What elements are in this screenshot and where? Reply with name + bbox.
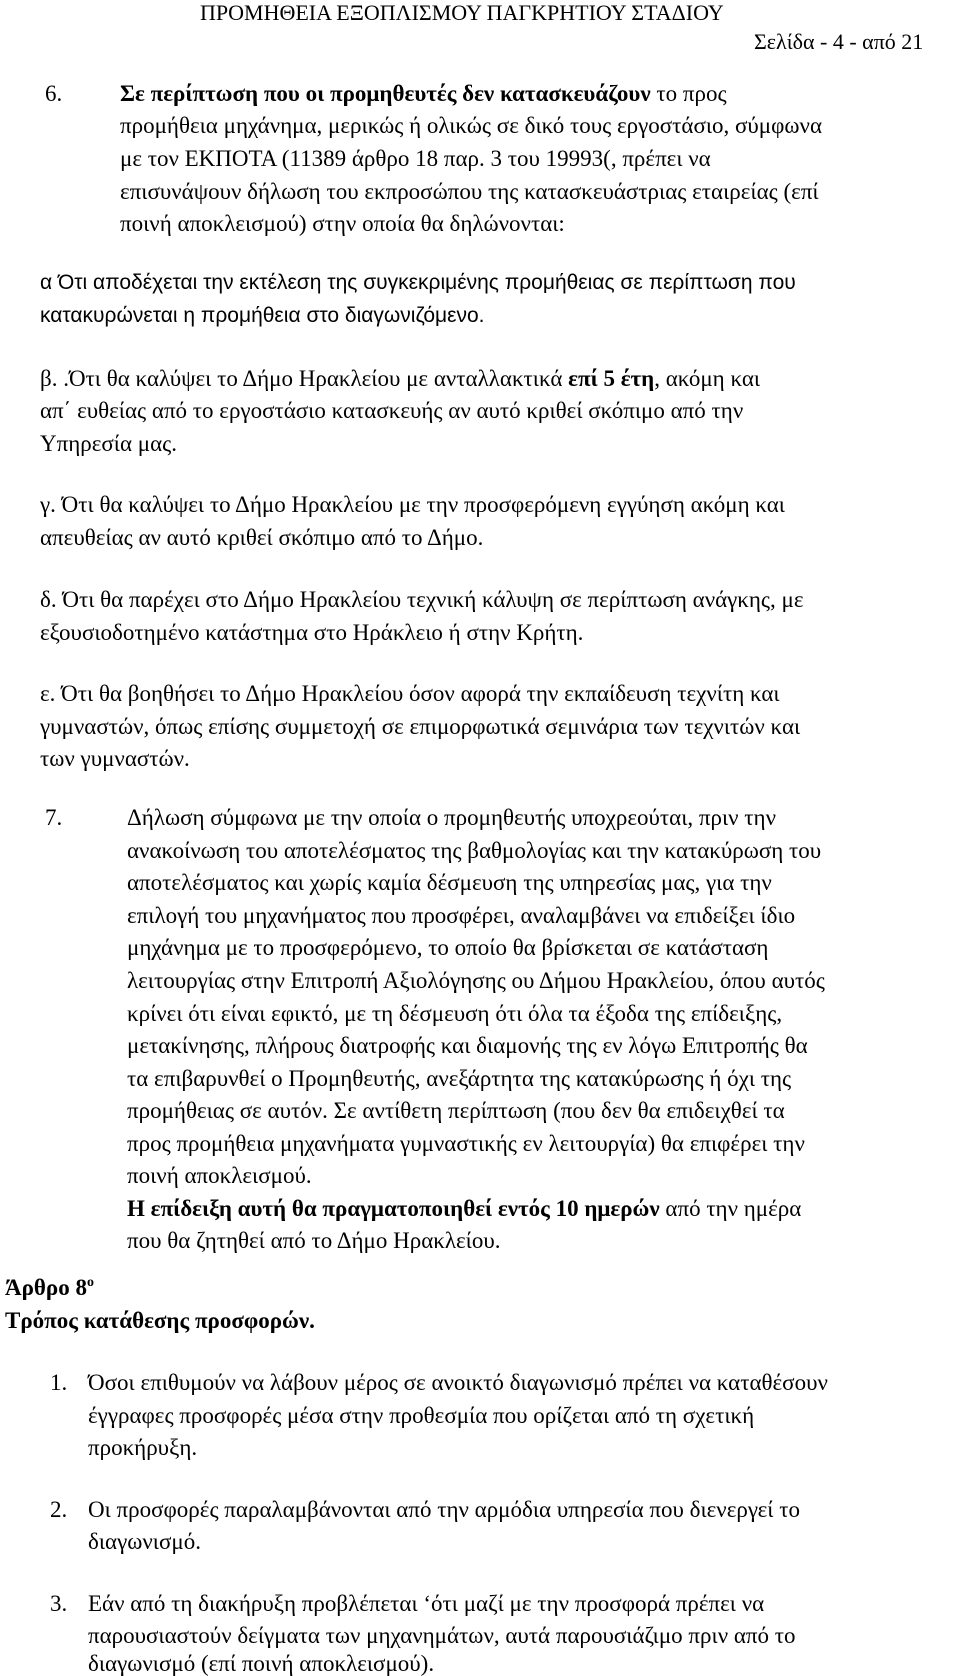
- text-line: κατακυρώνεται η προμήθεια στο διαγωνιζόμενο.: [40, 304, 485, 327]
- article-title: Άρθρο $8^o$: [5, 1275, 94, 1300]
- item-number: 3.: [50, 1591, 68, 1616]
- article-subtitle: Τρόπος κατάθεσης προσφορών.: [5, 1308, 315, 1333]
- text-line: με τον ΕΚΠΟΤΑ (11389 άρθρο 18 παρ. 3 του 19993(, πρέπει να: [120, 146, 711, 171]
- text-line: προς προμήθεια μηχανήματα γυμναστικής εν λειτουργία) θα επιφέρει την: [127, 1131, 805, 1156]
- item-number: 2.: [50, 1497, 68, 1522]
- text-line: ποινή αποκλεισμού.: [127, 1163, 312, 1188]
- text-line: αποτελέσματος και χωρίς καμία δέσμευση της υπηρεσίας μας, για την: [127, 870, 772, 895]
- text-line: επισυνάψουν δήλωση του εκπροσώπου της κατασκευάστριας εταιρείας (επί: [120, 179, 819, 204]
- text-line: έγγραφες προσφορές μέσα στην προθεσμία που ορίζεται από τη σχετική: [88, 1403, 755, 1428]
- item-number: 1.: [50, 1370, 68, 1395]
- text-line: μετακίνησης, πλήρους διατροφής και διαμονής της εν λόγω Επιτροπής θα: [127, 1033, 808, 1058]
- item-number: 7.: [45, 805, 63, 830]
- text-line: επιλογή του μηχανήματος που προσφέρει, αναλαμβάνει να επιδείξει ίδιο: [127, 903, 796, 928]
- text-line: προμήθειας σε αυτόν. Σε αντίθετη περίπτωση (που δεν θα επιδειχθεί τα: [127, 1098, 785, 1123]
- page-number: Σελίδα - 4 - από 21: [754, 29, 924, 54]
- text-line: γ. Ότι θα καλύψει το Δήμο Ηρακλείου με την προσφερόμενη εγγύηση ακόμη και: [40, 492, 785, 517]
- text-line: μηχάνημα με το προσφερόμενο, το οποίο θα βρίσκεται σε κατάσταση: [127, 935, 769, 960]
- text-line: προμήθεια μηχάνημα, μερικώς ή ολικώς σε δικό τους εργοστάσιο, σύμφωνα: [120, 113, 823, 138]
- header-title: ΠΡΟΜΗΘΕΙΑ ΕΞΟΠΛΙΣΜΟΥ ΠΑΓΚΡΗΤΙΟΥ ΣΤΑΔΙΟΥ: [200, 0, 724, 25]
- text-line: κρίνει ότι είναι εφικτό, με τη δέσμευση ότι όλα τα έξοδα της επίδειξης,: [127, 1001, 783, 1026]
- text-line: ε. Ότι θα βοηθήσει το Δήμο Ηρακλείου όσον αφορά την εκπαίδευση τεχνίτη και: [40, 681, 780, 706]
- text-line: παρουσιαστούν δείγματα των μηχανημάτων, αυτά παρουσιάζιμο πριν από το: [88, 1623, 796, 1648]
- text-line: Δήλωση σύμφωνα με την οποία ο προμηθευτής υποχρεούται, πριν την: [127, 805, 776, 830]
- text-line: ποινή αποκλεισμού) στην οποία θα δηλώνονται:: [120, 211, 565, 236]
- text-line: προκήρυξη.: [88, 1435, 198, 1460]
- text-line: γυμναστών, όπως επίσης συμμετοχή σε επιμορφωτικά σεμινάρια των τεχνιτών και: [40, 714, 801, 739]
- text-line: που θα ζητηθεί από το Δήμο Ηρακλείου.: [127, 1228, 501, 1253]
- text-line: λειτουργίας στην Επιτροπή Αξιολόγησης ου Δήμου Ηρακλείου, όπου αυτός: [127, 968, 825, 993]
- text-line: διαγωνισμό.: [88, 1529, 201, 1554]
- text-line: των γυμναστών.: [40, 746, 190, 771]
- text-line: β. .Ότι θα καλύψει το Δήμο Ηρακλείου με ανταλλακτικά επί 5 έτη, ακόμη και: [40, 366, 761, 391]
- text-line: τα επιβαρυνθεί ο Προμηθευτής, ανεξάρτητα της κατακύρωσης ή όχι της: [127, 1066, 792, 1091]
- bold-text: Η επίδειξη αυτή θα πραγματοποιηθεί εντός 10 ημερών: [127, 1196, 660, 1221]
- text-line: εξουσιοδοτημένο κατάστημα στο Ηράκλειο ή στην Κρήτη.: [40, 620, 584, 645]
- text-line: δ. Ότι θα παρέχει στο Δήμο Ηρακλείου τεχνική κάλυψη σε περίπτωση ανάγκης, με: [40, 587, 804, 612]
- text-line: Σε περίπτωση που οι προμηθευτές δεν κατασκευάζουν το προς: [120, 81, 727, 106]
- item-number: 6.: [45, 81, 63, 106]
- text-line: Η επίδειξη αυτή θα πραγματοποιηθεί εντός 10 ημερών από την ημέρα: [127, 1196, 802, 1221]
- text-line: Οι προσφορές παραλαμβάνονται από την αρμόδια υπηρεσία που διενεργεί το: [88, 1497, 800, 1522]
- text-line: απ΄ ευθείας από το εργοστάσιο κατασκευής αν αυτό κριθεί σκόπιμο από την: [40, 398, 744, 423]
- text-line: Εάν από τη διακήρυξη προβλέπεται ‘ότι μαζί με την προσφορά πρέπει να: [88, 1591, 765, 1616]
- text-line: Υπηρεσία μας.: [40, 431, 178, 456]
- bold-text: επί 5 έτη: [568, 366, 655, 391]
- bold-text: Σε περίπτωση που οι προμηθευτές δεν κατασκευάζουν: [120, 81, 651, 106]
- text-line: απευθείας αν αυτό κριθεί σκόπιμο από το Δήμο.: [40, 525, 484, 550]
- text-line: α Ότι αποδέχεται την εκτέλεση της συγκεκριμένης προμήθειας σε περίπτωση που: [40, 271, 796, 294]
- text-line: διαγωνισμό (επί ποινή αποκλεισμού).: [88, 1651, 435, 1676]
- text-line: ανακοίνωση του αποτελέσματος της βαθμολογίας και την κατακύρωση του: [127, 838, 822, 863]
- text-line: Όσοι επιθυμούν να λάβουν μέρος σε ανοικτό διαγωνισμό πρέπει να καταθέσουν: [88, 1370, 828, 1395]
